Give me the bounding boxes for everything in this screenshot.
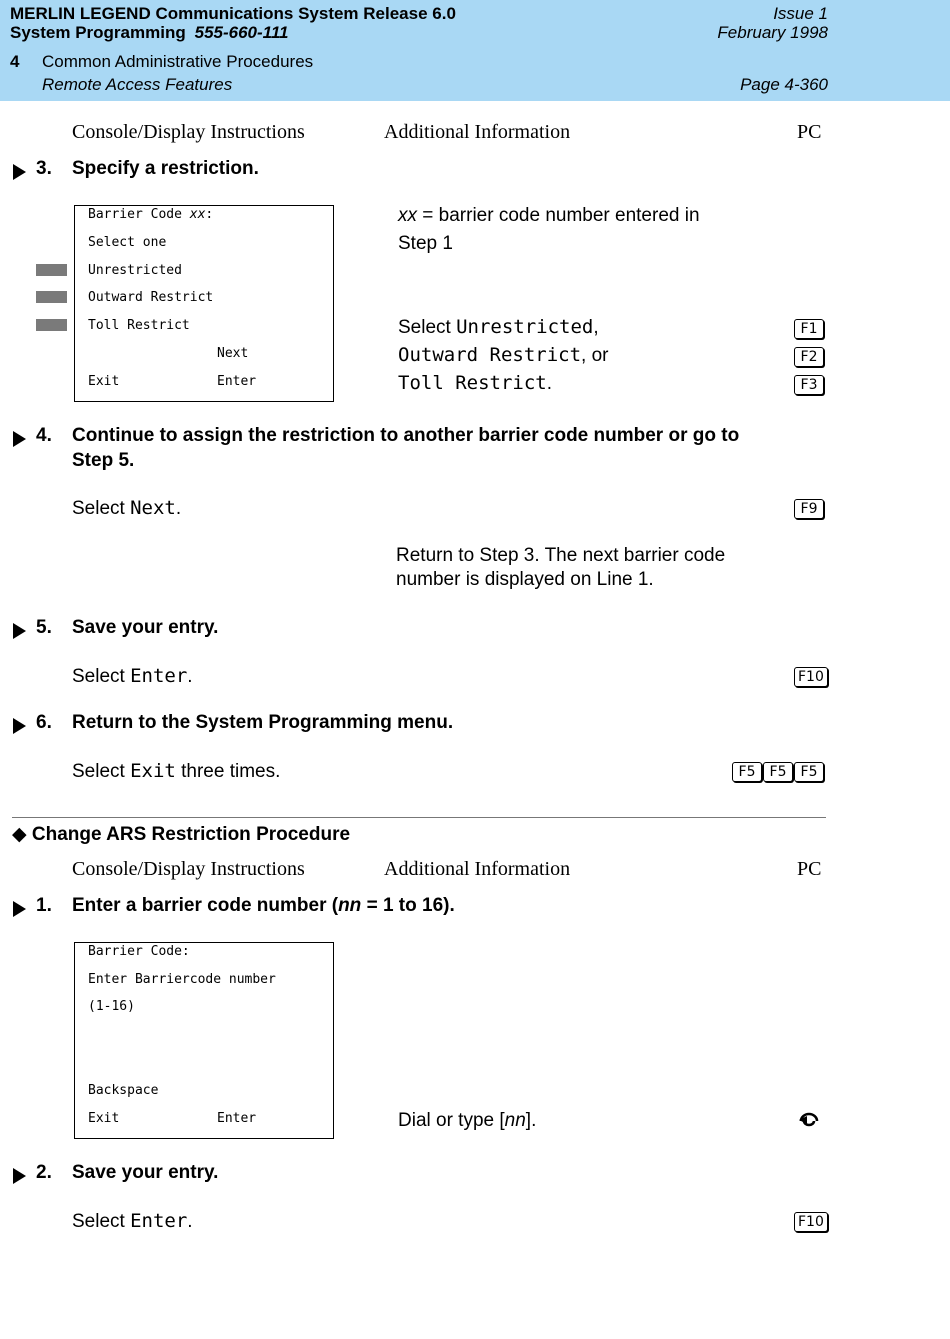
display-line-1: Barrier Code xx: bbox=[88, 207, 214, 222]
display-line-2: Select one bbox=[88, 235, 167, 250]
f9-key[interactable]: F9 bbox=[794, 499, 824, 519]
console-display bbox=[74, 942, 334, 1139]
step-arrow-icon bbox=[13, 1168, 26, 1184]
f1-key[interactable]: F1 bbox=[794, 319, 824, 339]
select-next: Select Next. bbox=[72, 497, 182, 519]
step-number: 6. bbox=[36, 712, 52, 733]
step-heading: Return to the System Programming menu. bbox=[72, 712, 454, 733]
page-header bbox=[0, 0, 950, 101]
step-number: 3. bbox=[36, 158, 52, 179]
procedure-heading: ◆ Change ARS Restriction Procedure bbox=[12, 824, 351, 845]
display-exit[interactable]: Exit bbox=[88, 1111, 120, 1126]
display-line-2: Enter Barriercode number bbox=[88, 972, 276, 987]
col-pc-heading: PC bbox=[797, 121, 822, 143]
fkey-marker-2 bbox=[36, 291, 67, 303]
step-number: 2. bbox=[36, 1162, 52, 1183]
info-return-line2: number is displayed on Line 1. bbox=[396, 569, 654, 590]
col-pc-heading: PC bbox=[797, 858, 822, 880]
date-label: February 1998 bbox=[717, 23, 828, 42]
step-arrow-icon bbox=[13, 623, 26, 639]
chapter-title: Common Administrative Procedures bbox=[42, 52, 314, 71]
step-heading: Continue to assign the restriction to another barrier code number or go to bbox=[72, 425, 740, 446]
f5-key[interactable]: F5 bbox=[732, 762, 762, 782]
info-barrier-code-line2: Step 1 bbox=[398, 233, 453, 254]
f10-key[interactable]: F10 bbox=[794, 667, 828, 687]
display-line-4[interactable]: Outward Restrict bbox=[88, 290, 214, 305]
display-line-1: Barrier Code: bbox=[88, 944, 190, 959]
step-number: 1. bbox=[36, 895, 52, 916]
col-additional-heading: Additional Information bbox=[384, 858, 571, 880]
issue-label: Issue 1 bbox=[773, 4, 828, 23]
step-arrow-icon bbox=[13, 431, 26, 447]
col-console-heading: Console/Display Instructions bbox=[72, 858, 305, 880]
doc-subtitle: System Programming 555-660-111 bbox=[10, 23, 289, 42]
diamond-icon: ◆ bbox=[12, 824, 27, 845]
step-heading-line2: Step 5. bbox=[72, 450, 135, 471]
select-enter: Select Enter. bbox=[72, 665, 193, 687]
chapter-number: 4 bbox=[10, 52, 20, 71]
display-next[interactable]: Next bbox=[217, 346, 249, 361]
doc-title: MERLIN LEGEND Communications System Release 6.0 bbox=[10, 4, 456, 23]
select-option-1: Select Unrestricted, bbox=[398, 316, 599, 338]
select-enter: Select Enter. bbox=[72, 1210, 193, 1232]
f2-key[interactable]: F2 bbox=[794, 347, 824, 367]
step-heading: Save your entry. bbox=[72, 1162, 219, 1183]
display-exit[interactable]: Exit bbox=[88, 374, 120, 389]
info-dial: Dial or type [nn]. bbox=[398, 1110, 537, 1131]
f5-key[interactable]: F5 bbox=[794, 762, 824, 782]
step-heading: Enter a barrier code number (nn = 1 to 16). bbox=[72, 895, 455, 916]
display-line-5[interactable]: Toll Restrict bbox=[88, 318, 190, 333]
info-barrier-code: xx = barrier code number entered in bbox=[398, 205, 700, 226]
fkey-marker-1 bbox=[36, 264, 67, 276]
select-option-2: Outward Restrict, or bbox=[398, 344, 609, 366]
dial-pad-icon bbox=[799, 1112, 819, 1130]
step-heading: Specify a restriction. bbox=[72, 158, 259, 179]
f3-key[interactable]: F3 bbox=[794, 375, 824, 395]
info-return: Return to Step 3. The next barrier code bbox=[396, 545, 726, 566]
col-additional-heading: Additional Information bbox=[384, 121, 571, 143]
fkey-marker-3 bbox=[36, 319, 67, 331]
f5-key[interactable]: F5 bbox=[763, 762, 793, 782]
display-enter[interactable]: Enter bbox=[217, 1111, 257, 1126]
page-number: Page 4-360 bbox=[740, 75, 828, 94]
display-enter[interactable]: Enter bbox=[217, 374, 257, 389]
step-arrow-icon bbox=[13, 718, 26, 734]
step-arrow-icon bbox=[13, 164, 26, 180]
step-number: 5. bbox=[36, 617, 52, 638]
section-divider bbox=[12, 817, 826, 818]
display-backspace[interactable]: Backspace bbox=[88, 1083, 159, 1098]
console-display bbox=[74, 205, 334, 402]
f10-key[interactable]: F10 bbox=[794, 1212, 828, 1232]
step-heading: Save your entry. bbox=[72, 617, 219, 638]
display-line-3[interactable]: Unrestricted bbox=[88, 263, 182, 278]
section-title: Remote Access Features bbox=[42, 75, 233, 94]
step-number: 4. bbox=[36, 425, 52, 446]
display-line-3: (1-16) bbox=[88, 999, 135, 1014]
col-console-heading: Console/Display Instructions bbox=[72, 121, 305, 143]
step-arrow-icon bbox=[13, 901, 26, 917]
select-exit: Select Exit three times. bbox=[72, 760, 281, 782]
select-option-3: Toll Restrict. bbox=[398, 372, 552, 394]
